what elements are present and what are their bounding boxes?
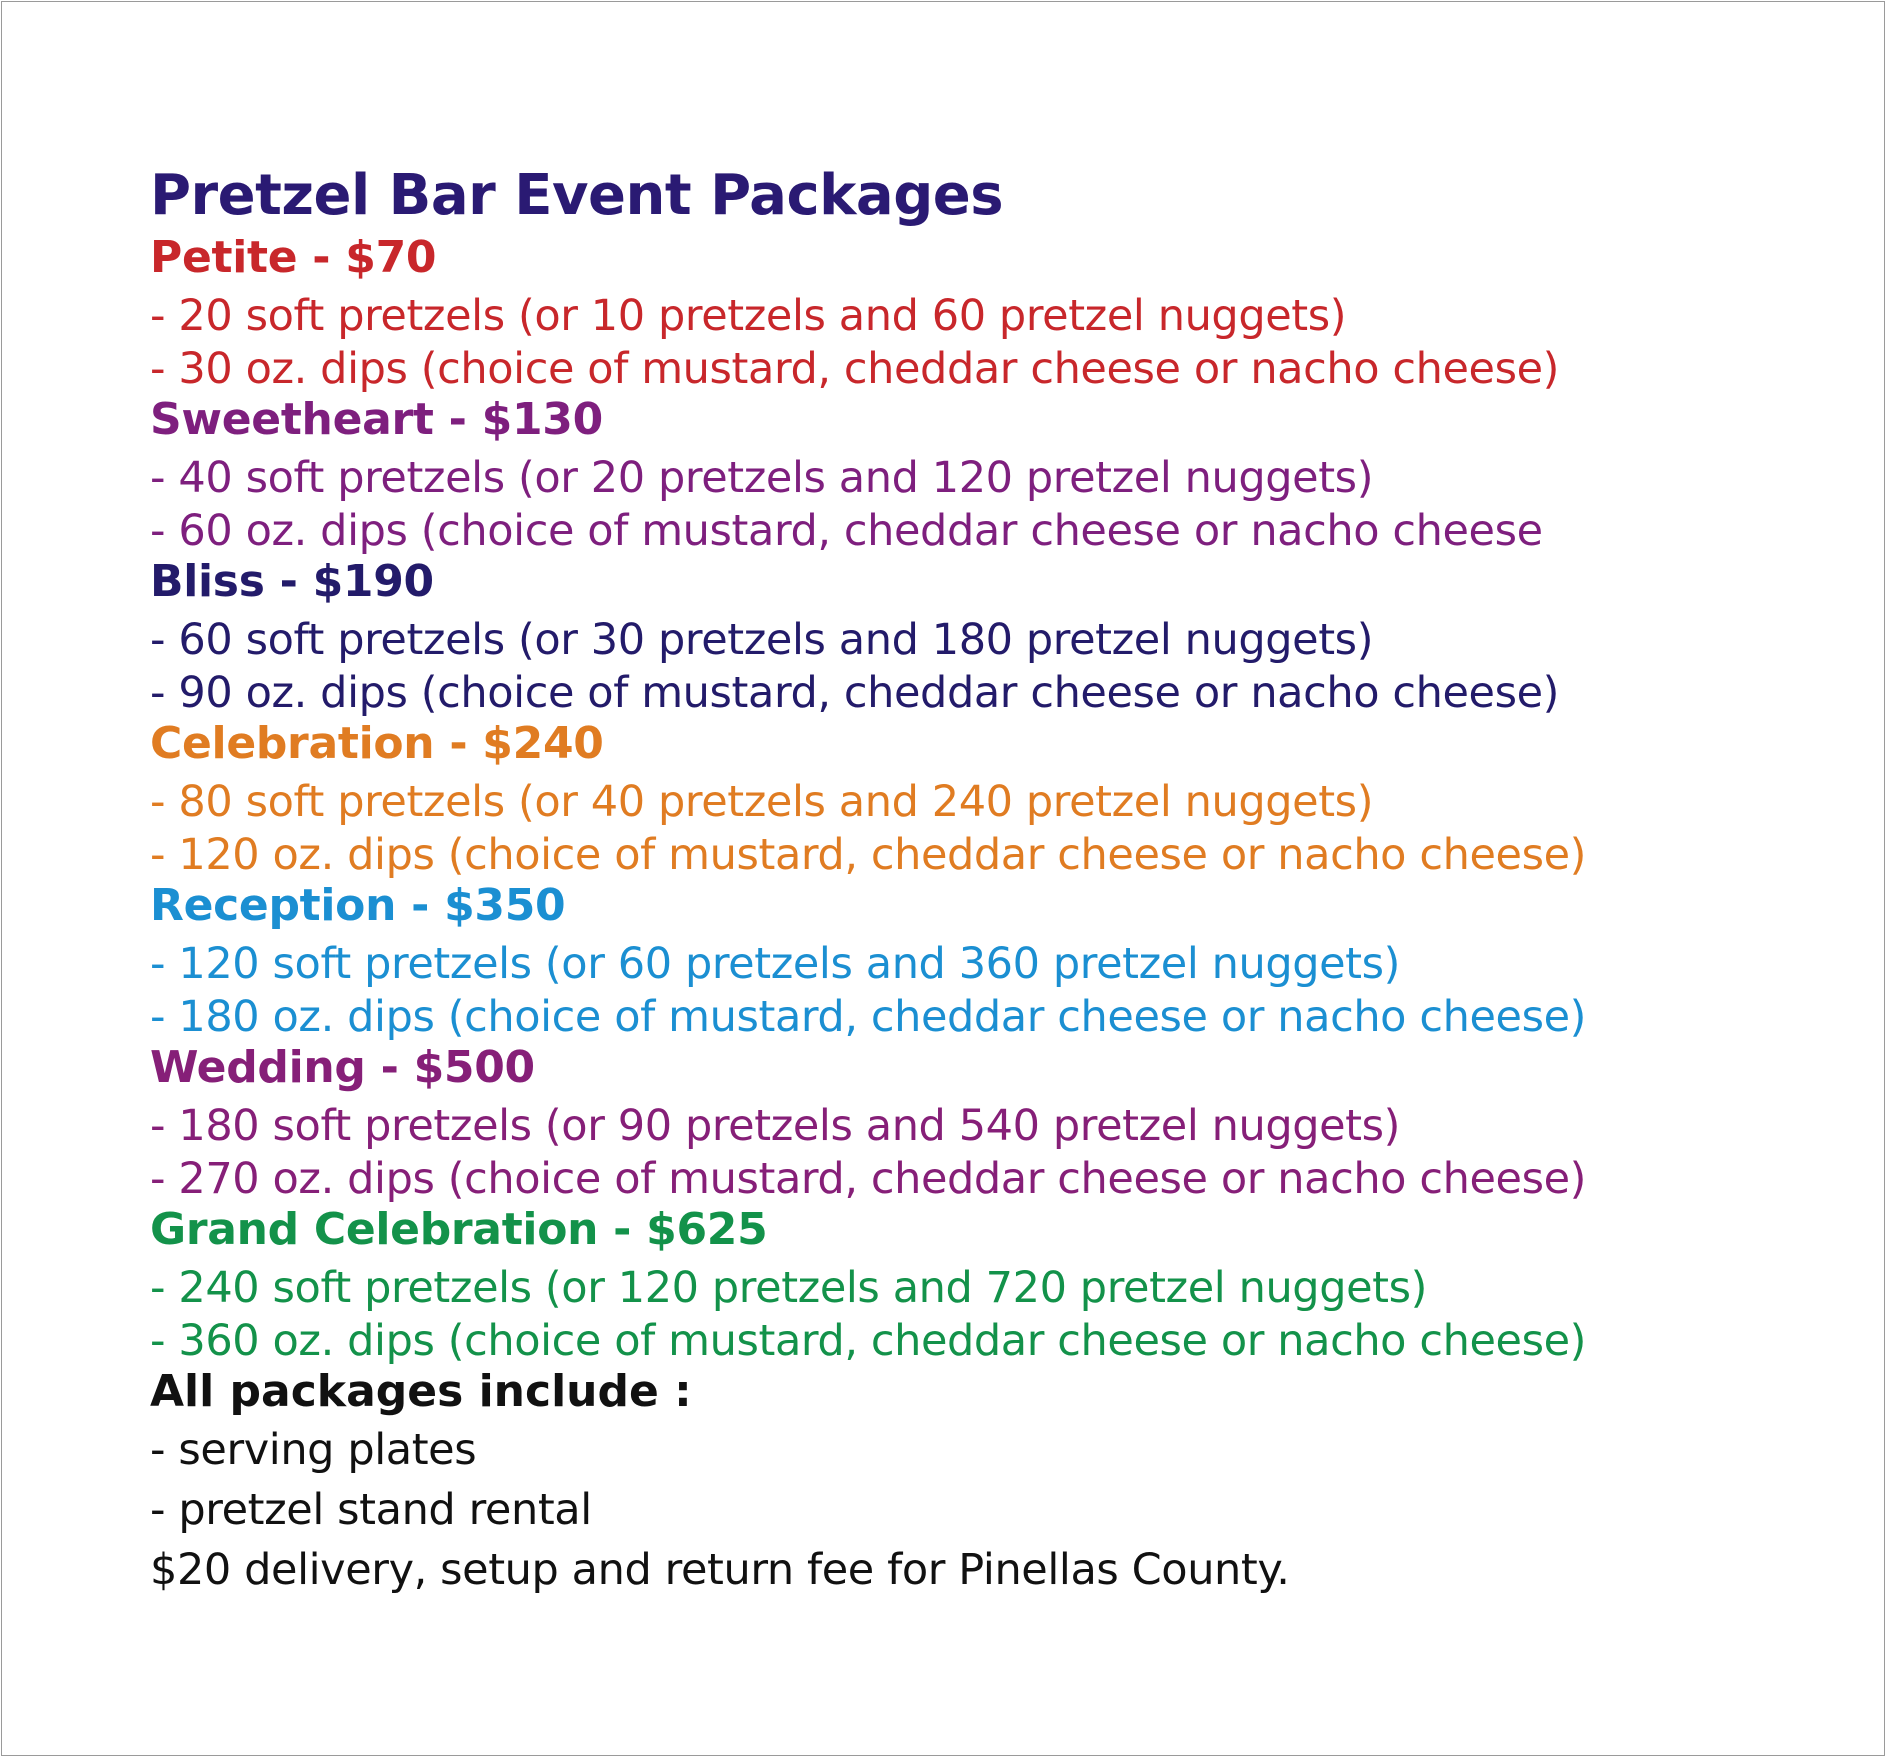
- package-line: - 120 oz. dips (choice of mustard, cheddar cheese or nacho cheese): [150, 830, 1586, 880]
- package-line: - 180 soft pretzels (or 90 pretzels and 540 pretzel nuggets): [150, 1101, 1401, 1151]
- package-line: - 60 soft pretzels (or 30 pretzels and 180 pretzel nuggets): [150, 615, 1374, 665]
- package-line: - 360 oz. dips (choice of mustard, cheddar cheese or nacho cheese): [150, 1316, 1586, 1366]
- package-line: - 270 oz. dips (choice of mustard, cheddar cheese or nacho cheese): [150, 1154, 1586, 1204]
- package-line: - 20 soft pretzels (or 10 pretzels and 60 pretzel nuggets): [150, 291, 1347, 341]
- package-reception: [150, 878, 1850, 1040]
- package-grand-celebration: [150, 1202, 1850, 1364]
- page-title: Pretzel Bar Event Packages: [150, 163, 1004, 228]
- package-petite: [150, 230, 1850, 392]
- includes-heading: All packages include :: [150, 1366, 692, 1417]
- package-line: - 120 soft pretzels (or 60 pretzels and 360 pretzel nuggets): [150, 939, 1401, 989]
- package-bliss: [150, 554, 1850, 716]
- package-heading: Grand Celebration - $625: [150, 1204, 768, 1255]
- package-celebration: [150, 716, 1850, 878]
- package-line: - 240 soft pretzels (or 120 pretzels and 720 pretzel nuggets): [150, 1263, 1427, 1313]
- includes-section: [150, 1364, 1850, 1600]
- package-line: - 60 oz. dips (choice of mustard, cheddar cheese or nacho cheese: [150, 506, 1543, 556]
- package-line: - 30 oz. dips (choice of mustard, cheddar cheese or nacho cheese): [150, 344, 1560, 394]
- package-line: - 40 soft pretzels (or 20 pretzels and 120 pretzel nuggets): [150, 453, 1374, 503]
- package-line: - 80 soft pretzels (or 40 pretzels and 240 pretzel nuggets): [150, 777, 1374, 827]
- package-sweetheart: [150, 392, 1850, 554]
- page-frame: [1, 1, 1885, 1756]
- includes-line: - serving plates: [150, 1425, 477, 1475]
- package-heading: Celebration - $240: [150, 718, 604, 769]
- package-heading: Wedding - $500: [150, 1042, 535, 1093]
- package-heading: Reception - $350: [150, 880, 566, 931]
- package-line: - 90 oz. dips (choice of mustard, cheddar cheese or nacho cheese): [150, 668, 1560, 718]
- package-line: - 180 oz. dips (choice of mustard, cheddar cheese or nacho cheese): [150, 992, 1586, 1042]
- package-heading: Bliss - $190: [150, 556, 434, 607]
- includes-line: - pretzel stand rental: [150, 1485, 592, 1535]
- package-wedding: [150, 1040, 1850, 1202]
- package-heading: Petite - $70: [150, 232, 437, 283]
- document-content: [150, 162, 1850, 1600]
- package-heading: Sweetheart - $130: [150, 394, 603, 445]
- delivery-fee-note: $20 delivery, setup and return fee for Pinellas County.: [150, 1545, 1290, 1595]
